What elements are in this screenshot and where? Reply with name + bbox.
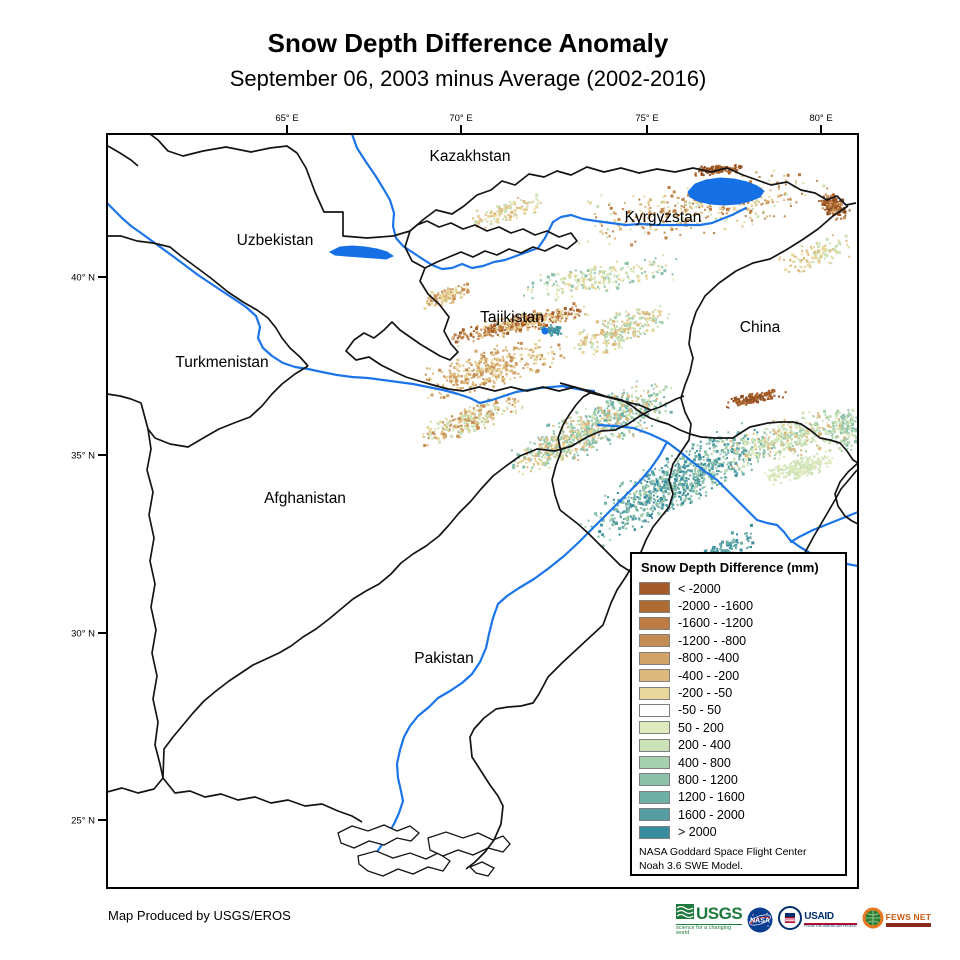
border-coast bbox=[107, 778, 362, 822]
legend-swatch bbox=[639, 791, 670, 804]
legend-label: -2000 - -1600 bbox=[678, 599, 754, 614]
legend-label: -1200 - -800 bbox=[678, 633, 747, 648]
legend-label: 1600 - 2000 bbox=[678, 807, 745, 822]
border-karakoram-line bbox=[560, 383, 858, 463]
river-amu-darya bbox=[107, 203, 594, 403]
logo-strip bbox=[676, 902, 932, 938]
delta-islands bbox=[338, 825, 510, 876]
legend-label: -200 - -50 bbox=[678, 686, 733, 701]
legend-swatch bbox=[639, 617, 670, 630]
axis-label: 40° N bbox=[71, 272, 95, 284]
legend-rows bbox=[632, 580, 845, 841]
usgs-tagline: science for a changing world bbox=[676, 924, 742, 937]
fewsnet-globe-icon bbox=[862, 907, 884, 934]
border-tajik-west bbox=[346, 268, 458, 371]
country-label-afghanistan: Afghanistan bbox=[264, 490, 346, 507]
usaid-tagline: FROM THE AMERICAN PEOPLE bbox=[804, 924, 857, 928]
legend-swatch bbox=[639, 652, 670, 665]
delta-3 bbox=[428, 832, 510, 856]
legend-row bbox=[632, 823, 845, 840]
country-label-china: China bbox=[739, 319, 781, 336]
usaid-logo-text: USAID bbox=[804, 910, 834, 922]
legend-swatch bbox=[639, 704, 670, 717]
country-label-tajikistan: Tajikistan bbox=[480, 309, 544, 326]
fewsnet-logo bbox=[862, 907, 932, 934]
legend-swatch bbox=[639, 600, 670, 613]
legend bbox=[630, 552, 847, 876]
legend-label: -1600 - -1200 bbox=[678, 616, 754, 631]
legend-label: -50 - 50 bbox=[678, 703, 722, 718]
legend-row bbox=[632, 737, 845, 754]
usaid-seal-icon bbox=[778, 906, 802, 935]
legend-swatch bbox=[639, 721, 670, 734]
country-label-turkmenistan: Turkmenistan bbox=[175, 354, 269, 371]
country-label-kazakhstan: Kazakhstan bbox=[429, 148, 511, 165]
legend-row bbox=[632, 580, 845, 597]
map-title: Snow Depth Difference Anomaly bbox=[267, 28, 669, 58]
usgs-logo-text: USGS bbox=[696, 903, 743, 923]
axis-label: 70° E bbox=[449, 113, 473, 124]
border-nw-corner bbox=[108, 146, 138, 166]
border-iran-east bbox=[147, 429, 163, 778]
legend-row bbox=[632, 771, 845, 788]
country-label-kyrgyzstan: Kyrgyzstan bbox=[624, 209, 702, 226]
lake-karakul bbox=[542, 328, 549, 335]
border-turkmen-afghan bbox=[107, 366, 308, 447]
legend-footer-line2: Noah 3.6 SWE Model. bbox=[639, 860, 743, 873]
legend-row bbox=[632, 806, 845, 823]
legend-label: 1200 - 1600 bbox=[678, 790, 745, 805]
legend-swatch bbox=[639, 756, 670, 769]
legend-title: Snow Depth Difference (mm) bbox=[641, 560, 819, 575]
legend-swatch bbox=[639, 582, 670, 595]
axis-label: 30° N bbox=[71, 628, 95, 640]
nasa-logo-text: NASA bbox=[750, 917, 771, 925]
border-turkmen-uzbek bbox=[107, 236, 308, 366]
legend-label: -800 - -400 bbox=[678, 651, 740, 666]
axis-label: 25° N bbox=[71, 815, 95, 827]
nasa-logo bbox=[747, 907, 773, 933]
legend-label: 800 - 1200 bbox=[678, 772, 738, 787]
border-durand-line bbox=[163, 410, 651, 778]
legend-label: 200 - 400 bbox=[678, 738, 731, 753]
legend-row bbox=[632, 702, 845, 719]
legend-row bbox=[632, 789, 845, 806]
usaid-logo bbox=[778, 906, 856, 935]
legend-row bbox=[632, 615, 845, 632]
delta-1 bbox=[338, 825, 419, 848]
axis-label: 35° N bbox=[71, 450, 95, 462]
legend-swatch bbox=[639, 826, 670, 839]
credit-text: Map Produced by USGS/EROS bbox=[108, 908, 291, 923]
legend-label: > 2000 bbox=[678, 825, 717, 840]
usgs-waves-icon bbox=[676, 904, 694, 923]
legend-swatch bbox=[639, 634, 670, 647]
legend-label: -400 - -200 bbox=[678, 668, 740, 683]
lake-aydar-kul bbox=[330, 246, 393, 259]
legend-row bbox=[632, 754, 845, 771]
fewsnet-logo-text: FEWS NET bbox=[885, 912, 932, 923]
axis-label: 75° E bbox=[635, 113, 659, 124]
axis-label: 80° E bbox=[809, 113, 833, 124]
legend-footer bbox=[639, 845, 845, 873]
delta-2 bbox=[358, 851, 450, 876]
legend-footer-line1: NASA Goddard Space Flight Center bbox=[639, 845, 807, 858]
usgs-logo bbox=[676, 904, 742, 937]
country-label-uzbekistan: Uzbekistan bbox=[236, 232, 314, 249]
legend-row bbox=[632, 719, 845, 736]
legend-row bbox=[632, 650, 845, 667]
legend-label: 50 - 200 bbox=[678, 720, 724, 735]
legend-label: 400 - 800 bbox=[678, 755, 731, 770]
border-pak-india bbox=[466, 552, 641, 869]
snow-anomaly-speckles bbox=[422, 164, 862, 592]
map-subtitle: September 06, 2003 minus Average (2002-2016) bbox=[229, 66, 707, 91]
fewsnet-bar bbox=[886, 923, 932, 927]
axis-label: 65° E bbox=[275, 113, 299, 124]
legend-swatch bbox=[639, 773, 670, 786]
legend-swatch bbox=[639, 687, 670, 700]
legend-label: < -2000 bbox=[678, 581, 721, 596]
legend-swatch bbox=[639, 669, 670, 682]
legend-row bbox=[632, 597, 845, 614]
country-label-pakistan: Pakistan bbox=[414, 650, 474, 667]
legend-swatch bbox=[639, 808, 670, 821]
legend-swatch bbox=[639, 739, 670, 752]
legend-row bbox=[632, 632, 845, 649]
legend-row bbox=[632, 667, 845, 684]
legend-row bbox=[632, 684, 845, 701]
